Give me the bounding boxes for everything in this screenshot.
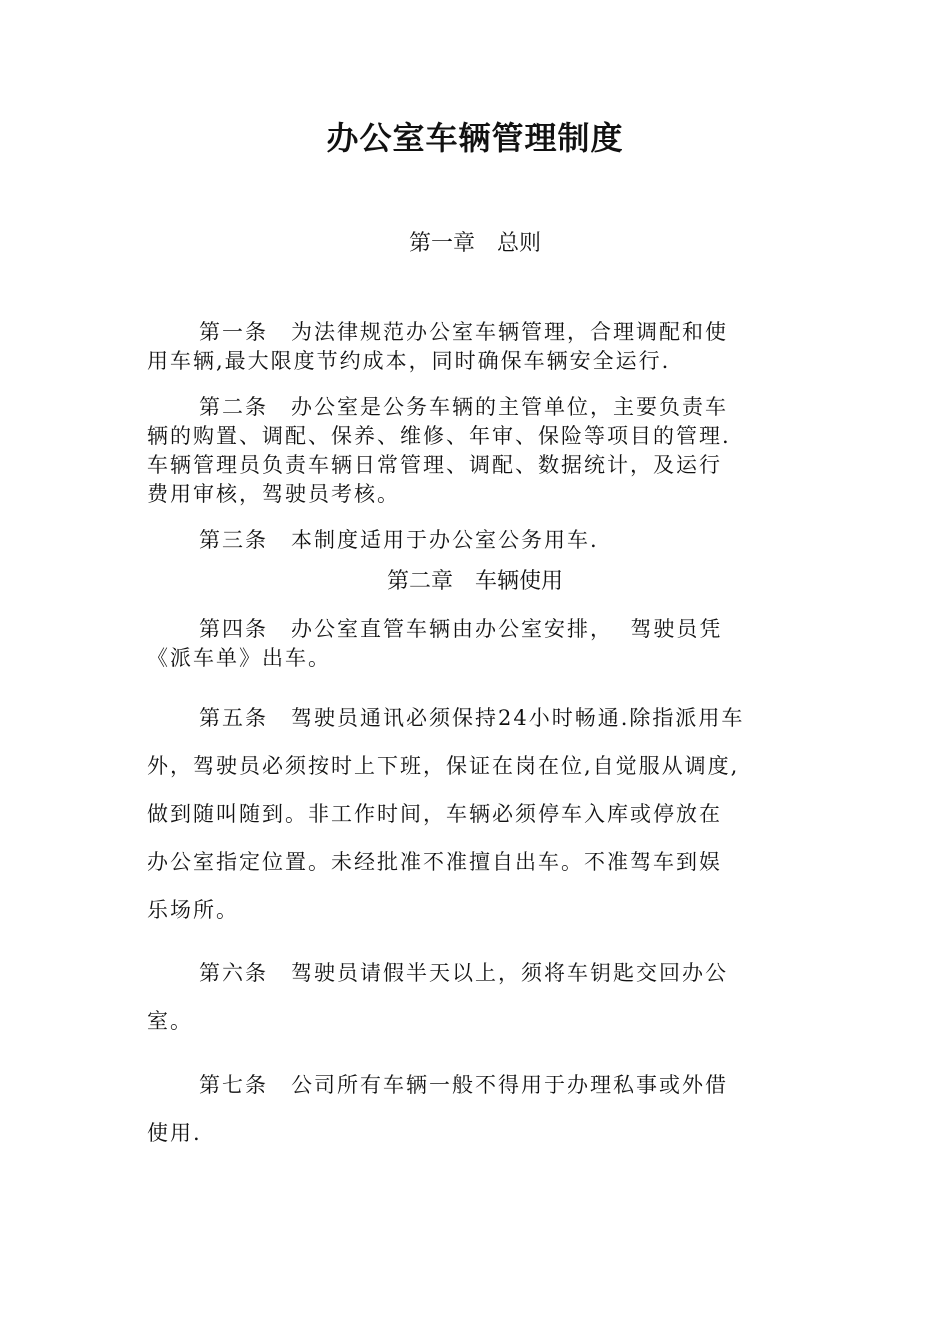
article-2-line-2: 辆的购置、调配、保养、维修、年审、保险等项目的管理.: [147, 424, 731, 448]
chapter-heading-2: 第二章 车辆使用: [386, 569, 563, 594]
article-5-line-3: 做到随叫随到。非工作时间，车辆必须停车入库或停放在: [147, 802, 722, 826]
document-title: 办公室车辆管理制度: [326, 119, 624, 157]
article-7-line-2: 使用.: [147, 1121, 202, 1145]
article-6-line-1: 第六条 驾驶员请假半天以上，须将车钥匙交回办公: [199, 961, 728, 985]
article-1-line-1: 第一条 为法律规范办公室车辆管理，合理调配和使: [199, 320, 728, 344]
article-6-line-2: 室。: [147, 1009, 193, 1033]
article-7: [147, 1061, 807, 1157]
article-3: [147, 526, 807, 555]
article-1: [147, 318, 807, 376]
article-4-line-2: 《派车单》出车。: [147, 646, 331, 670]
article-7-line-1: 第七条 公司所有车辆一般不得用于办理私事或外借: [199, 1073, 728, 1097]
article-1-line-2: 用车辆,最大限度节约成本，同时确保车辆安全运行.: [147, 349, 671, 373]
chapter-heading-1: 第一章 总则: [408, 231, 541, 256]
article-6: [147, 949, 807, 1045]
article-2-line-3: 车辆管理员负责车辆日常管理、调配、数据统计，及运行: [147, 453, 722, 477]
article-5-line-2: 外，驾驶员必须按时上下班，保证在岗在位,自觉服从调度,: [147, 754, 740, 778]
article-3-line-1: 第三条 本制度适用于办公室公务用车.: [199, 528, 599, 552]
article-2-line-1: 第二条 办公室是公务车辆的主管单位，主要负责车: [199, 395, 728, 419]
article-5-line-1: 第五条 驾驶员通讯必须保持24小时畅通.除指派用车: [199, 706, 745, 730]
article-5-line-5: 乐场所。: [147, 898, 239, 922]
article-2: [147, 393, 807, 509]
article-4-line-1: 第四条 办公室直管车辆由办公室安排， 驾驶员凭: [199, 617, 723, 641]
article-5: [147, 694, 807, 934]
article-5-line-4: 办公室指定位置。未经批准不准擅自出车。不准驾车到娱: [147, 850, 722, 874]
article-4: [147, 615, 807, 673]
article-2-line-4: 费用审核，驾驶员考核。: [147, 482, 400, 506]
